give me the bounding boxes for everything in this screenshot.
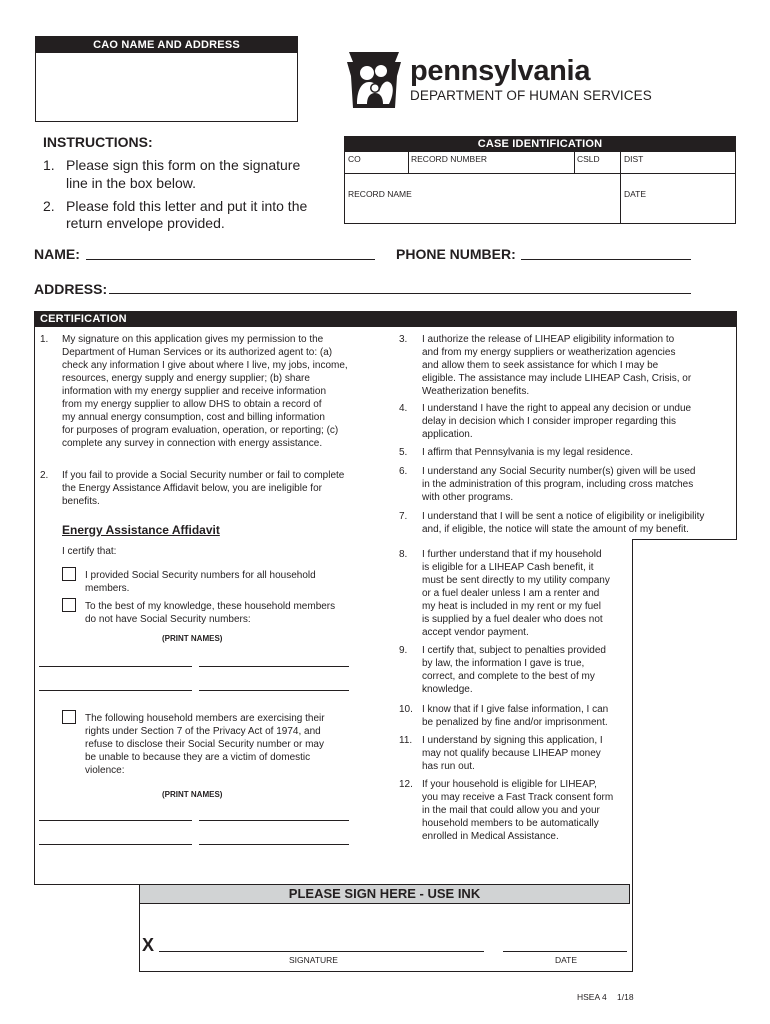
cert-item-9: I certify that, subject to penalties provided by law, the information I gave is true, correct, and complete to the best of my knowledge.: [422, 645, 606, 695]
cert-item-4-number: 4.: [399, 403, 408, 414]
case-identification-header: CASE IDENTIFICATION: [345, 137, 735, 152]
cert-item-1: My signature on this application gives my permission to the Department of Human Services or its authorized agent to: (a) check any information I give about where I live, my jobs, income, resources, energy supply and energy supplier; (b) share information with my energy supplier and receive information from my energy supplier to allow DHS to obtain a record of my annual energy consumption, cost and billing information for purposes of program evaluation, operation, or reporting; (c) complete any survey in connection with energy assistance.: [62, 334, 348, 449]
dist-label: DIST: [624, 154, 644, 164]
name-entry-line-2[interactable]: [199, 666, 349, 667]
certification-header: CERTIFICATION: [34, 311, 737, 327]
signature-date-line[interactable]: [503, 951, 627, 952]
sign-bottom-border: [139, 971, 633, 972]
instruction-1-number: 1.: [43, 157, 55, 173]
cert-item-10-number: 10.: [399, 704, 413, 715]
name-entry-line-3[interactable]: [39, 690, 192, 691]
cert-item-11: I understand by signing this application, I may not qualify because LIHEAP money has run out.: [422, 735, 603, 772]
ssn-provided-label: I provided Social Security numbers for all household members.: [85, 570, 316, 594]
affidavit-title: Energy Assistance Affidavit: [62, 523, 220, 537]
cert-item-10: I know that if I give false information, I can be penalized by fine and/or imprisonment.: [422, 704, 609, 728]
privacy-act-checkbox[interactable]: [62, 710, 76, 724]
signature-x-mark: X: [142, 935, 155, 955]
co-label: CO: [348, 154, 361, 164]
name-label: NAME:: [34, 246, 80, 262]
name-entry-line-1[interactable]: [39, 666, 192, 667]
date-label: DATE: [624, 189, 647, 199]
instructions-title: INSTRUCTIONS:: [43, 134, 153, 150]
ssn-provided-checkbox[interactable]: [62, 567, 76, 581]
cert-item-12: If your household is eligible for LIHEAP, you may receive a Fast Track consent form in the mail that could allow you and your household members to be automatically enrolled in Medical Assistance.: [422, 779, 614, 842]
cert-item-1-number: 1.: [40, 334, 49, 345]
cert-item-6-number: 6.: [399, 466, 408, 477]
cert-item-7: I understand that I will be sent a notice of eligibility or ineligibility and, if eligible, the notice will state the amount of my benefit.: [422, 511, 705, 535]
cert-item-3: I authorize the release of LIHEAP eligibility information to and from my energy suppliers or weatherization agencies and allow them to seek assistance for which I may be eligible. The assistance may include LIHEAP Cash, Crisis, or Weatherization benefits.: [422, 334, 692, 397]
privacy-act-label: The following household members are exercising their rights under Section 7 of the Privacy Act of 1974, and refuse to disclose their Social Security number or may be unable to because they are a victim of domestic violence:: [85, 713, 325, 776]
signature-date-label: DATE: [555, 955, 578, 965]
name-entry-line-5[interactable]: [39, 820, 192, 821]
logo-department: DEPARTMENT OF HUMAN SERVICES: [410, 88, 652, 103]
cert-item-11-number: 11.: [399, 735, 413, 746]
instruction-1-line2: line in the box below.: [66, 175, 196, 191]
record-number-label: RECORD NUMBER: [411, 154, 488, 164]
print-names-label-1: (PRINT NAMES): [162, 634, 223, 643]
cert-item-5: I affirm that Pennsylvania is my legal residence.: [422, 447, 634, 458]
name-entry-line-6[interactable]: [199, 820, 349, 821]
case-identification-box: [344, 136, 736, 224]
name-entry-line-7[interactable]: [39, 844, 192, 845]
keystone-family-icon: [345, 52, 403, 109]
form-number: HSEA 4: [577, 992, 607, 1002]
phone-line[interactable]: [521, 259, 691, 260]
phone-label: PHONE NUMBER:: [396, 246, 516, 262]
instruction-2-number: 2.: [43, 198, 55, 214]
name-entry-line-4[interactable]: [199, 690, 349, 691]
cao-name-address-box: [35, 36, 298, 122]
cert-right-border-top: [736, 327, 737, 539]
no-ssn-label: To the best of my knowledge, these household members do not have Social Security numbers:: [85, 601, 336, 625]
form-revision: 1/18: [617, 992, 634, 1002]
address-label: ADDRESS:: [34, 281, 108, 297]
csld-label: CSLD: [577, 154, 600, 164]
cao-header: CAO NAME AND ADDRESS: [36, 37, 297, 53]
cert-item-12-number: 12.: [399, 779, 413, 790]
cert-item-2: If you fail to provide a Social Security number or fail to complete the Energy Assistance Affidavit below, you are ineligible for benefits.: [62, 470, 345, 507]
cert-right-border: [632, 539, 633, 972]
signature-line[interactable]: [159, 951, 484, 952]
cert-item-3-number: 3.: [399, 334, 408, 345]
address-line[interactable]: [109, 293, 691, 294]
signature-label: SIGNATURE: [289, 955, 338, 965]
cert-item-5-number: 5.: [399, 447, 408, 458]
cert-step-line: [632, 539, 737, 540]
instruction-2-line2: return envelope provided.: [66, 215, 225, 231]
logo-name: pennsylvania: [410, 55, 591, 87]
name-entry-line-8[interactable]: [199, 844, 349, 845]
cert-bottom-left-line: [34, 884, 140, 885]
cert-item-4: I understand I have the right to appeal any decision or undue delay in decision which I consider improper regarding this application.: [422, 403, 692, 440]
affidavit-certify: I certify that:: [62, 546, 117, 557]
name-line[interactable]: [86, 259, 375, 260]
cert-item-8-number: 8.: [399, 549, 408, 560]
cert-item-8: I further understand that if my household is eligible for a LIHEAP Cash benefit, it must be sent directly to my utility company or a fuel dealer unless I am a renter and my heat is included in my rent or my fuel is supplied by a fuel dealer who does not accept vendor payment.: [422, 549, 610, 638]
cert-item-2-number: 2.: [40, 470, 49, 481]
cert-item-6: I understand any Social Security number(s) given will be used in the administration of this program, including cross matches with other programs.: [422, 466, 696, 503]
no-ssn-checkbox[interactable]: [62, 598, 76, 612]
cert-item-9-number: 9.: [399, 645, 408, 656]
record-name-label: RECORD NAME: [348, 189, 412, 199]
cert-left-border: [34, 327, 35, 885]
sign-here-header: PLEASE SIGN HERE - USE INK: [139, 884, 630, 904]
print-names-label-2: (PRINT NAMES): [162, 790, 223, 799]
instruction-1-line1: Please sign this form on the signature: [66, 157, 301, 173]
instruction-2-line1: Please fold this letter and put it into the: [66, 198, 308, 214]
cert-item-7-number: 7.: [399, 511, 408, 522]
